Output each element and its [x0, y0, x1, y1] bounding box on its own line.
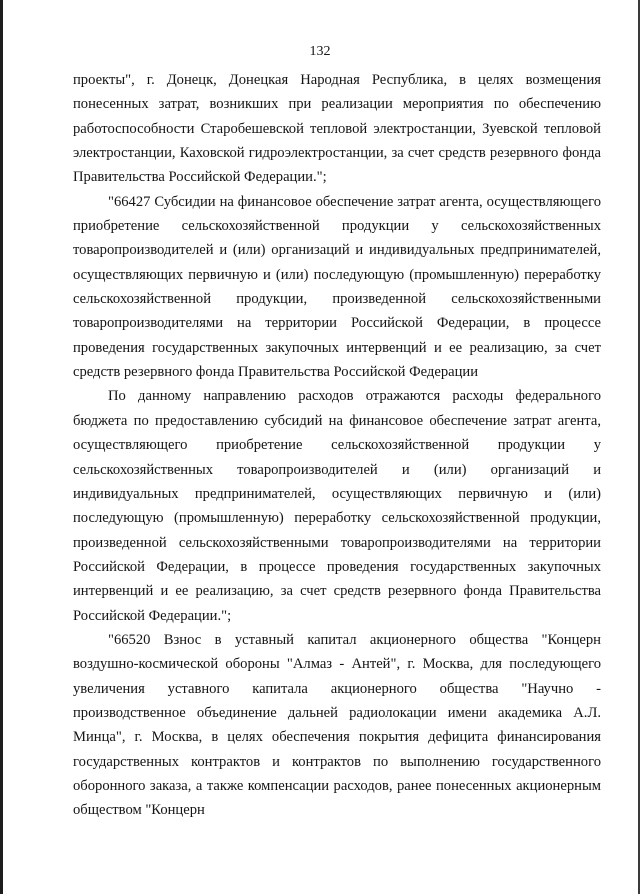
paragraph-2: "66427 Субсидии на финансовое обеспечение затрат агента, осуществляющего приобретение сельскохозяйственной продукции у сельскохозяйственных товаропроизводителей и (или) организаций и индивидуальных предпринимателей, осуществляющих первичную и (или) последующую (промышленную) переработку сельскохозяйственной продукции, произведенной сельскохозяйственными товаропроизводителями на территории Российской Федерации, в процессе проведения государственных закупочных интервенций и ее реализацию, за счет средств резервного фонда Правительства Российской Федерации — [73, 193, 601, 381]
page-number: 132 — [309, 44, 331, 59]
paragraph-4: "66520 Взнос в уставный капитал акционерного общества "Концерн воздушно-космической обороны "Алмаз - Антей", г. Москва, для последующего увеличения уставного капитала акционерного общества "Научно - производственное объединение дальней радиолокации имени академика А.Л. Минца", г. Москва, в целях обеспечения покрытия дефицита финансирования государственных контрактов и контрактов по выполнению государственного оборонного заказа, а также компенсации расходов, ранее понесенных акционерным обществом "Концерн — [73, 631, 601, 819]
scan-edge-left — [0, 0, 3, 894]
document-body — [73, 68, 601, 823]
paragraph-1: проекты", г. Донецк, Донецкая Народная Республика, в целях возмещения понесенных затрат, возникших при реализации мероприятия по обеспечению работоспособности Старобешевской тепловой электростанции, Зуевской тепловой электростанции, Каховской гидроэлектростанции, за счет средств резервного фонда Правительства Российской Федерации."; — [73, 72, 601, 186]
paragraph-3: По данному направлению расходов отражаются расходы федерального бюджета по предоставлению субсидий на финансовое обеспечение затрат агента, осуществляющего приобретение сельскохозяйственной продукции у сельскохозяйственных товаропроизводителей и (или) организаций и индивидуальных предпринимателей, осуществляющих первичную и (или) последующую (промышленную) переработку сельскохозяйственной продукции, произведенной сельскохозяйственными товаропроизводителями на территории Российской Федерации, в процессе проведения государственных закупочных интервенций и ее реализацию, за счет средств резервного фонда Правительства Российской Федерации."; — [73, 388, 601, 624]
